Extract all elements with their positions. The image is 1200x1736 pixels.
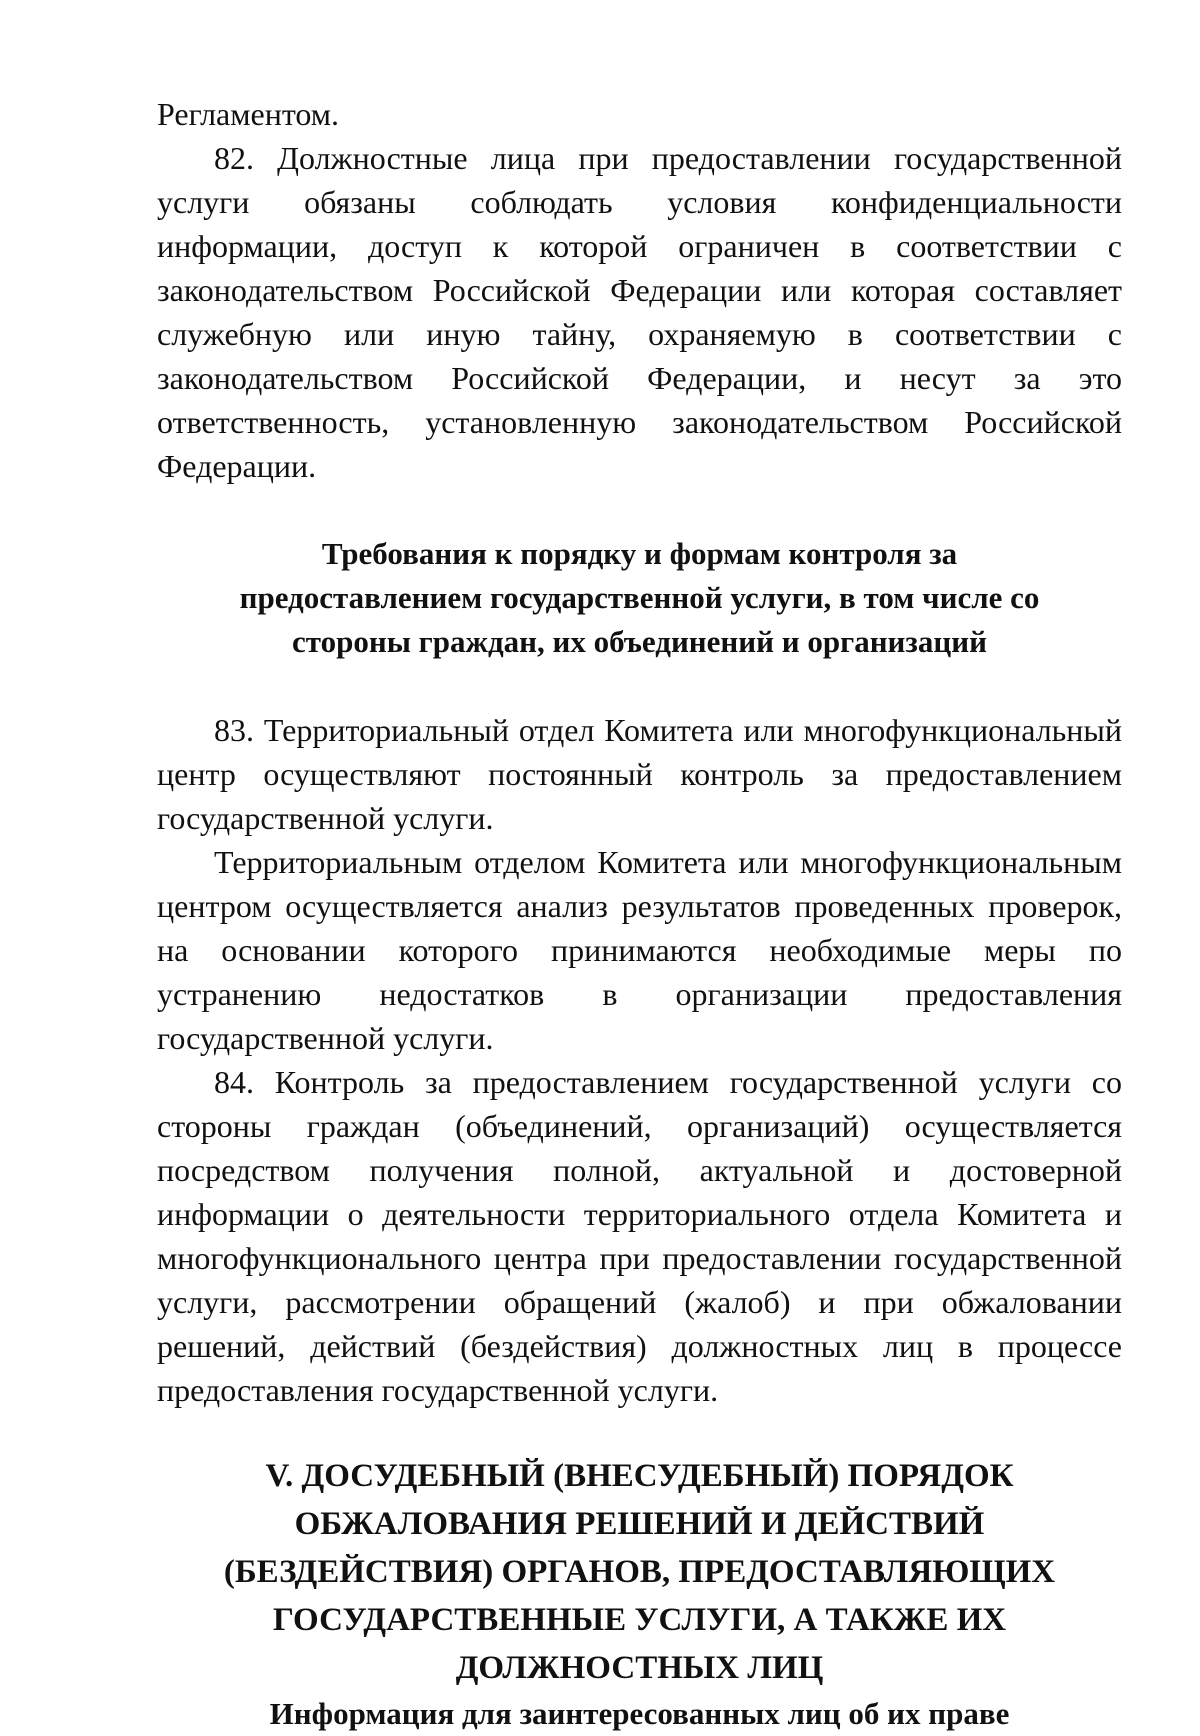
spacer [157, 664, 1122, 708]
paragraph-83: 83. Территориальный отдел Комитета или многофункциональный центр осуществляют постоянный контроль за предоставлением государственной услуги. [157, 712, 1122, 836]
section-v-title: V. ДОСУДЕБНЫЙ (ВНЕСУДЕБНЫЙ) ПОРЯДОК ОБЖАЛОВАНИЯ РЕШЕНИЙ И ДЕЙСТВИЙ (БЕЗДЕЙСТВИЯ) ОРГАНОВ, ПРЕДОСТАВЛЯЮЩИХ ГОСУДАРСТВЕННЫЕ УСЛУГИ, А ТАКЖЕ ИХ ДОЛЖНОСТНЫХ ЛИЦ [223, 1458, 1056, 1686]
subheading-info: Информация для заинтересованных лиц об их праве [269, 1696, 1010, 1731]
paragraph-continuation: Регламентом. [157, 96, 340, 132]
paragraph-83-continuation: Территориальным отделом Комитета или многофункциональным центром осуществляется анализ результатов проведенных проверок, на основании которого принимаются необходимые меры по устранению недостатков в организации предоставления государственной услуги. [157, 844, 1122, 1056]
spacer [157, 488, 1122, 532]
document-page [157, 92, 1122, 1736]
heading-control-requirements: Требования к порядку и формам контроля за предоставлением государственной услуги, в том числе со стороны граждан, их объединений и организаций [239, 536, 1040, 659]
spacer [157, 1412, 1122, 1452]
paragraph-84: 84. Контроль за предоставлением государственной услуги со стороны граждан (объединений, организаций) осуществляется посредством получения полной, актуальной и достоверной информации о деятельности территориального отдела Комитета и многофункционального центра при предоставлении государственной услуги, рассмотрении обращений (жалоб) и при обжаловании решений, действий (бездействия) должностных лиц в процессе предоставления государственной услуги. [157, 1064, 1122, 1408]
paragraph-82: 82. Должностные лица при предоставлении государственной услуги обязаны соблюдать условия конфиденциальности информации, доступ к которой ограничен в соответствии с законодательством Российской Федерации или которая составляет служебную или иную тайну, охраняемую в соответствии с законодательством Российской Федерации, и несут за это ответственность, установленную законодательством Российской Федерации. [157, 140, 1122, 484]
